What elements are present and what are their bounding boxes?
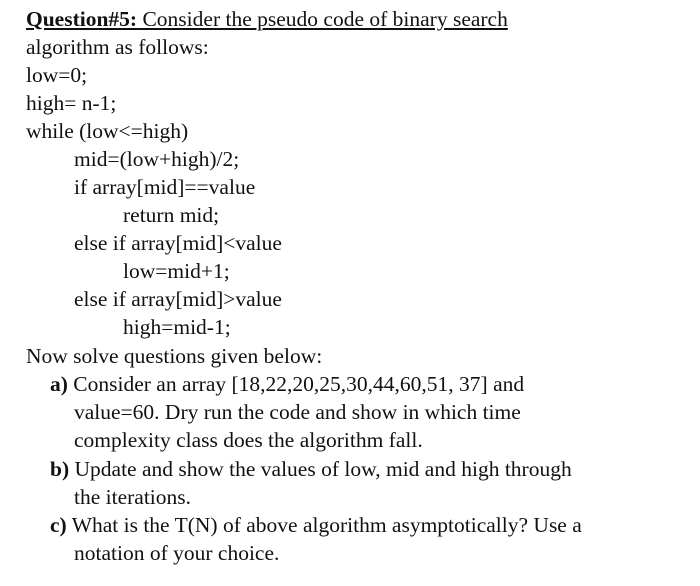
code-line-else-if-greater: else if array[mid]>value <box>74 287 282 311</box>
part-c-line-1 <box>50 511 582 539</box>
part-b-text: Update and show the values of low, mid and high through <box>69 457 572 481</box>
code-line-low-update: low=mid+1; <box>123 259 230 283</box>
code-line-if-equal: if array[mid]==value <box>74 175 256 199</box>
part-c-label: c) <box>50 513 67 537</box>
part-b-line-2: the iterations. <box>74 485 192 509</box>
part-a-label: a) <box>50 372 68 396</box>
code-line-high-init: high= n-1; <box>26 91 117 115</box>
code-line-low-init: low=0; <box>26 63 88 87</box>
part-a-text: Consider an array [18,22,20,25,30,44,60,51, 37] and <box>67 372 525 396</box>
part-a-line-3: complexity class does the algorithm fall. <box>74 428 423 452</box>
part-b-line-1 <box>50 455 572 483</box>
code-line-mid: mid=(low+high)/2; <box>74 147 240 171</box>
instructions-text: Now solve questions given below: <box>26 344 323 368</box>
part-a-line-2: value=60. Dry run the code and show in which time <box>74 400 521 424</box>
code-line-else-if-less: else if array[mid]<value <box>74 231 282 255</box>
question-number: Question#5: <box>26 7 138 31</box>
question-title: Consider the pseudo code of binary search <box>137 7 508 31</box>
part-b-label: b) <box>50 457 70 481</box>
code-line-while: while (low<=high) <box>26 119 189 143</box>
question-heading <box>26 5 508 33</box>
code-line-high-update: high=mid-1; <box>123 315 231 339</box>
code-line-return: return mid; <box>123 203 220 227</box>
part-a-line-1 <box>50 370 524 398</box>
part-c-text: What is the T(N) of above algorithm asymptotically? Use a <box>66 513 582 537</box>
question-title-continued: algorithm as follows: <box>26 35 209 59</box>
part-c-line-2: notation of your choice. <box>74 541 280 565</box>
